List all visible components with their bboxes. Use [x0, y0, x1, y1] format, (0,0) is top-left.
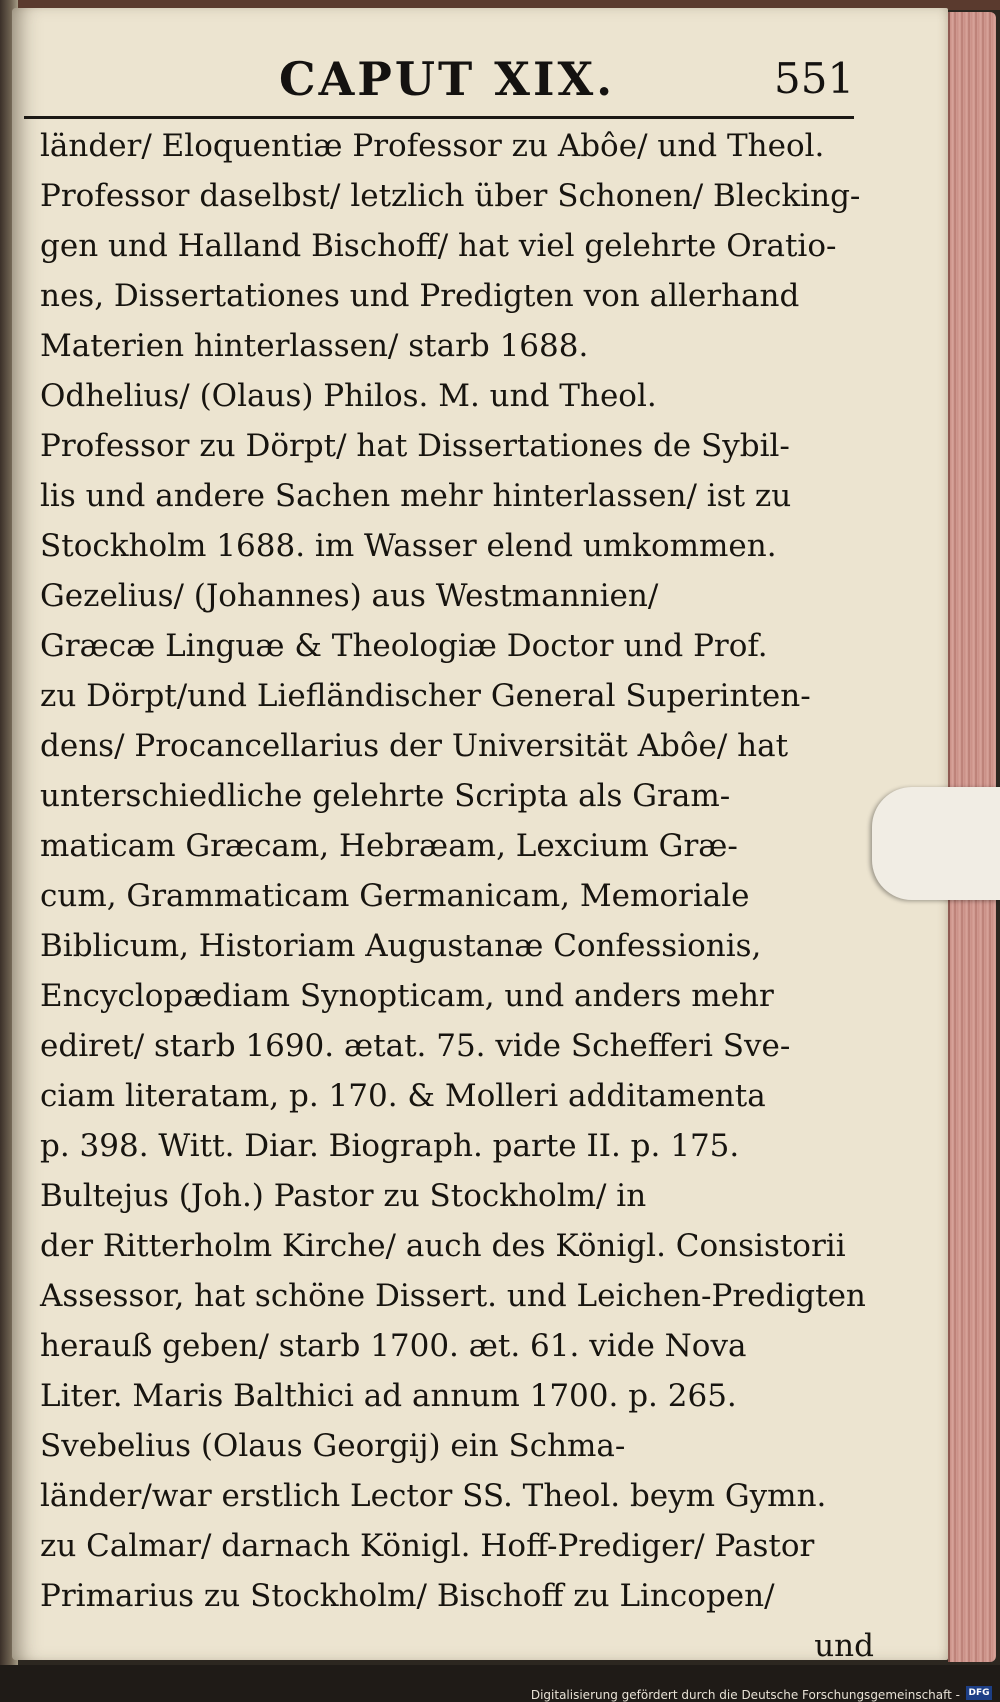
text-line: zu Dörpt/und Liefländischer General Superinten- [40, 678, 811, 714]
text-line: ciam literatam, p. 170. & Molleri additamenta [40, 1078, 766, 1114]
text-line: Liter. Maris Balthici ad annum 1700. p. 265. [40, 1378, 737, 1414]
text-line: Primarius zu Stockholm/ Bischoff zu Lincopen/ [40, 1578, 775, 1614]
text-line: cum, Grammaticam Germanicam, Memoriale [40, 878, 750, 914]
text-line: Materien hinterlassen/ starb 1688. [40, 328, 589, 364]
text-line: Gezelius/ (Johannes) aus Westmannien/ [40, 578, 659, 614]
text-line: Bultejus (Joh.) Pastor zu Stockholm/ in [40, 1178, 647, 1214]
digitization-credit: Digitalisierung gefördert durch die Deutsche Forschungsgemeinschaft - [530, 1688, 960, 1702]
catchword: und [814, 1628, 874, 1664]
page-marker-tab [872, 787, 1000, 900]
dfg-logo-icon: DFG [966, 1686, 992, 1700]
text-line: Græcæ Linguæ & Theologiæ Doctor und Prof. [40, 628, 768, 664]
text-line: lis und andere Sachen mehr hinterlassen/ ist zu [40, 478, 792, 514]
text-line: Assessor, hat schöne Dissert. und Leichen-Predigten [40, 1278, 866, 1314]
text-line: Professor zu Dörpt/ hat Dissertationes de Sybil- [40, 428, 790, 464]
text-line: unterschiedliche gelehrte Scripta als Gram- [40, 778, 731, 814]
text-line: gen und Halland Bischoff/ hat viel gelehrte Oratio- [40, 228, 837, 264]
text-line: zu Calmar/ darnach Königl. Hoff-Prediger/ Pastor [40, 1528, 815, 1564]
text-line: länder/ Eloquentiæ Professor zu Abôe/ und Theol. [40, 128, 825, 164]
text-line: Biblicum, Historiam Augustanæ Confessionis, [40, 928, 762, 964]
text-line: Professor daselbst/ letzlich über Schonen/ Blecking- [40, 178, 861, 214]
page-header [24, 52, 864, 112]
text-line: Encyclopædiam Synopticam, und anders mehr [40, 978, 774, 1014]
text-line: länder/war erstlich Lector SS. Theol. beym Gymn. [40, 1478, 827, 1514]
text-line: Odhelius/ (Olaus) Philos. M. und Theol. [40, 378, 657, 414]
text-line: ediret/ starb 1690. ætat. 75. vide Schefferi Sve- [40, 1028, 791, 1064]
text-line: nes, Dissertationes und Predigten von allerhand [40, 278, 800, 314]
text-line: maticam Græcam, Hebræam, Lexcium Græ- [40, 828, 738, 864]
running-title: CAPUT XIX. [279, 52, 616, 106]
text-line: dens/ Procancellarius der Universität Abôe/ hat [40, 728, 789, 764]
text-line: Stockholm 1688. im Wasser elend umkommen. [40, 528, 777, 564]
text-line: p. 398. Witt. Diar. Biograph. parte II. p. 175. [40, 1128, 740, 1164]
header-rule [24, 116, 854, 119]
text-line: der Ritterholm Kirche/ auch des Königl. Consistorii [40, 1228, 846, 1264]
text-block [40, 121, 878, 1671]
text-line: Svebelius (Olaus Georgij) ein Schma- [40, 1428, 626, 1464]
page-number: 551 [774, 54, 855, 103]
text-line: herauß geben/ starb 1700. æt. 61. vide Nova [40, 1328, 747, 1364]
